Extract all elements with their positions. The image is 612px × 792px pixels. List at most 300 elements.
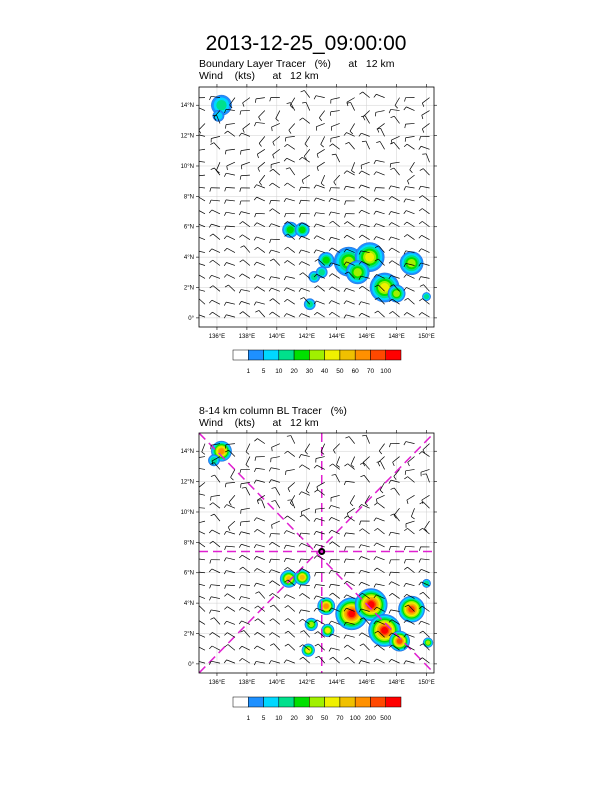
- wind-barb: [395, 98, 400, 109]
- wind-barb: [194, 289, 205, 292]
- wind-barb: [242, 487, 250, 495]
- tracer-contour: [324, 604, 329, 609]
- wind-barb: [329, 312, 340, 317]
- tracer-contour: [287, 226, 294, 233]
- wind-barb: [288, 482, 295, 492]
- wind-barb: [404, 298, 414, 304]
- x-tick-label: 144°E: [328, 334, 345, 340]
- wind-barb: [329, 212, 340, 216]
- wind-barb: [419, 658, 429, 663]
- colorbar-label: 30: [305, 715, 313, 722]
- wind-barb: [194, 314, 205, 317]
- wind-barb: [344, 533, 354, 537]
- x-tick-label: 140°E: [268, 334, 286, 340]
- wind-barb: [404, 107, 415, 111]
- wind-barb: [254, 468, 264, 472]
- wind-barb: [350, 495, 354, 506]
- wind-barb: [302, 175, 310, 184]
- wind-barb: [422, 474, 429, 482]
- wind-barb: [420, 169, 430, 176]
- wind-barb: [316, 123, 324, 130]
- wind-barb: [350, 123, 355, 134]
- wind-barb: [389, 593, 399, 598]
- wind-barb: [284, 260, 294, 265]
- tracer-contour: [393, 290, 400, 297]
- wind-barb: [404, 275, 415, 279]
- wind-barb: [259, 175, 264, 185]
- wind-barb: [194, 274, 205, 278]
- wind-barb: [240, 201, 250, 205]
- wind-barb: [224, 607, 235, 612]
- wind-barb: [299, 262, 310, 266]
- y-tick-label: 0°: [188, 315, 194, 322]
- wind-barb: [315, 644, 325, 650]
- wind-barb: [254, 518, 265, 521]
- wind-barb: [299, 200, 309, 204]
- wind-barb: [285, 213, 295, 217]
- wind-barb: [239, 133, 250, 136]
- wind-barb: [345, 547, 355, 551]
- wind-barb: [239, 646, 250, 650]
- wind-barb: [240, 260, 250, 266]
- wind-barb: [344, 559, 354, 563]
- wind-barb: [209, 224, 220, 227]
- wind-barb: [210, 503, 220, 509]
- wind-barb: [194, 107, 205, 111]
- wind-barb: [199, 123, 205, 133]
- wind-barb: [359, 133, 370, 136]
- wind-barb: [314, 584, 324, 588]
- wind-barb: [404, 199, 415, 203]
- wind-barb: [240, 188, 250, 192]
- wind-barb: [344, 235, 355, 240]
- wind-barb: [254, 122, 264, 126]
- wind-barb: [359, 286, 369, 291]
- wind-barb: [314, 250, 325, 253]
- wind-barb: [271, 162, 280, 168]
- wind-barb: [376, 111, 385, 117]
- wind-barb: [259, 111, 265, 121]
- page-title: 2013-12-25_09:00:00: [205, 32, 407, 55]
- wind-barb: [255, 213, 265, 217]
- wind-barb: [224, 248, 235, 252]
- wind-barb: [196, 521, 205, 527]
- wind-barb: [422, 154, 429, 162]
- wind-barb: [314, 465, 325, 469]
- wind-barb: [359, 529, 369, 534]
- wind-barb: [300, 273, 310, 279]
- wind-barb: [404, 442, 415, 446]
- wind-barb: [329, 248, 340, 253]
- colorbar-swatch: [279, 697, 294, 707]
- wind-barb: [270, 200, 280, 204]
- wind-barb: [374, 584, 385, 588]
- wind-barb: [344, 301, 355, 304]
- wind-barb: [419, 277, 430, 281]
- wind-barb: [258, 162, 265, 171]
- wind-barb: [225, 482, 235, 487]
- wind-barb: [202, 444, 205, 455]
- wind-barb: [420, 631, 430, 637]
- panel1-title-line1: Boundary Layer Tracer (%) at 12 km: [199, 58, 395, 70]
- wind-barb: [269, 570, 280, 573]
- colorbar-swatch: [264, 350, 279, 360]
- wind-barb: [345, 657, 355, 663]
- wind-barb: [284, 198, 295, 201]
- wind-barb: [422, 123, 429, 132]
- wind-barb: [254, 262, 265, 265]
- wind-barb: [255, 457, 265, 461]
- wind-barb: [284, 276, 295, 280]
- wind-barb: [314, 198, 325, 201]
- wind-barb: [210, 200, 220, 204]
- colorbar: [233, 350, 401, 375]
- wind-barb: [361, 116, 369, 124]
- wind-barb: [224, 505, 235, 509]
- wind-barb: [314, 531, 325, 534]
- wind-barb: [194, 595, 205, 598]
- wind-barb: [231, 469, 235, 480]
- wind-barb: [329, 237, 340, 240]
- wind-barb: [285, 644, 295, 650]
- tracer-contour: [353, 268, 361, 276]
- wind-barb: [246, 444, 250, 455]
- wind-barb: [393, 457, 400, 466]
- colorbar-swatch: [279, 350, 294, 360]
- wind-barb: [362, 141, 370, 149]
- panel1-title-line2: Wind (kts) at 12 km: [199, 70, 319, 82]
- wind-barb: [209, 300, 220, 304]
- colorbar-swatch: [248, 350, 263, 360]
- wind-barb: [194, 468, 205, 472]
- wind-barb: [330, 657, 340, 663]
- x-tick-label: 148°E: [388, 680, 405, 686]
- wind-barb: [239, 544, 250, 547]
- wind-barb: [209, 632, 220, 637]
- wind-barb: [300, 657, 310, 663]
- wind-barb: [404, 287, 415, 291]
- wind-barb: [314, 213, 324, 217]
- colorbar-swatch: [325, 697, 340, 707]
- wind-barb: [374, 94, 385, 97]
- y-tick-label: 2°N: [183, 285, 194, 292]
- wind-barb: [240, 521, 250, 526]
- wind-barb: [374, 172, 385, 175]
- wind-barb: [209, 210, 220, 214]
- wind-barb: [211, 136, 220, 142]
- wind-barb: [243, 123, 250, 132]
- wind-barb: [374, 518, 385, 521]
- wind-barb: [239, 212, 250, 215]
- wind-barb: [404, 528, 414, 534]
- wind-barb: [329, 301, 340, 305]
- wind-barb: [255, 592, 264, 599]
- wind-barb: [329, 505, 340, 508]
- wind-barb: [359, 570, 370, 573]
- wind-barb: [224, 531, 235, 534]
- wind-barb: [194, 263, 205, 266]
- wind-barb: [225, 187, 235, 191]
- wind-barb: [389, 311, 399, 317]
- colorbar-label: 20: [290, 368, 298, 375]
- wind-barb: [269, 277, 280, 281]
- wind-barb: [225, 123, 234, 128]
- wind-barb: [285, 606, 295, 612]
- wind-barb: [419, 528, 429, 534]
- wind-barb: [405, 123, 415, 128]
- wind-barb: [270, 619, 280, 625]
- wind-barb: [270, 605, 280, 611]
- wind-barb: [210, 585, 220, 589]
- wind-barb: [347, 102, 355, 110]
- wind-barb: [284, 299, 294, 304]
- wind-barb: [284, 451, 294, 456]
- wind-barb: [421, 469, 430, 476]
- wind-barb: [404, 211, 415, 214]
- wind-barb: [420, 136, 430, 140]
- y-tick-label: 6°N: [183, 224, 194, 231]
- wind-barb: [194, 236, 205, 239]
- wind-barb: [360, 475, 369, 482]
- wind-barb: [404, 560, 414, 564]
- wind-barb: [420, 592, 430, 598]
- colorbar-label: 70: [366, 368, 375, 375]
- wind-barb: [271, 457, 280, 463]
- wind-barb: [321, 136, 325, 147]
- wind-barb: [299, 157, 310, 162]
- wind-barb: [210, 541, 220, 547]
- wind-barb: [420, 502, 430, 508]
- wind-barb: [419, 221, 429, 226]
- wind-barb: [239, 597, 250, 601]
- colorbar-label: 60: [351, 368, 359, 375]
- wind-barb: [374, 543, 385, 547]
- wind-barb: [239, 274, 250, 279]
- wind-barb: [276, 111, 280, 122]
- wind-barb: [195, 161, 205, 165]
- y-tick-label: 6°N: [183, 570, 194, 577]
- wind-barb: [254, 556, 265, 559]
- wind-barb: [389, 532, 400, 536]
- x-tick-label: 144°E: [328, 680, 345, 686]
- wind-barb: [224, 621, 235, 624]
- colorbar-label: 100: [349, 715, 361, 722]
- wind-barb: [359, 545, 370, 548]
- wind-barb: [269, 593, 279, 598]
- wind-barb: [314, 96, 325, 100]
- wind-barb: [374, 528, 384, 534]
- colorbar: [233, 697, 401, 722]
- wind-barb: [405, 136, 414, 141]
- wind-barb: [272, 123, 280, 131]
- wind-barb: [239, 658, 250, 663]
- wind-barb: [194, 583, 205, 586]
- wind-barb: [390, 162, 399, 167]
- wind-barb: [270, 644, 280, 651]
- wind-barb: [345, 142, 354, 149]
- wind-barb: [240, 630, 249, 637]
- wind-barb: [224, 558, 235, 561]
- colorbar-swatch: [294, 697, 309, 707]
- wind-barb: [284, 516, 294, 521]
- wind-barb: [194, 196, 205, 201]
- wind-barb: [359, 660, 370, 663]
- wind-barb: [209, 249, 220, 253]
- wind-barb: [269, 288, 280, 291]
- tracer-contour: [365, 253, 374, 262]
- wind-barb: [300, 515, 310, 521]
- wind-barb: [195, 507, 205, 511]
- wind-barb: [195, 175, 205, 180]
- wind-barb: [211, 514, 220, 521]
- wind-barb: [360, 463, 370, 470]
- wind-barb: [344, 222, 354, 227]
- tracer-contour: [325, 628, 330, 633]
- wind-barb: [374, 211, 385, 214]
- wind-barb: [329, 593, 339, 598]
- wind-barb: [321, 175, 325, 186]
- wind-barb: [254, 583, 265, 586]
- wind-barb: [419, 186, 430, 190]
- wind-barb: [379, 444, 384, 454]
- wind-barb: [404, 187, 415, 191]
- wind-barb: [391, 116, 400, 123]
- wind-barb: [239, 301, 250, 304]
- wind-barb: [224, 173, 235, 177]
- wind-barb: [284, 545, 295, 549]
- x-tick-label: 146°E: [358, 334, 375, 340]
- wind-barb: [419, 209, 429, 214]
- wind-barb: [209, 661, 220, 665]
- wind-barb: [273, 136, 280, 145]
- wind-barb: [254, 661, 265, 665]
- wind-barb: [351, 457, 355, 468]
- wind-barb: [224, 571, 235, 575]
- wind-barb: [254, 197, 265, 201]
- wind-barb: [225, 585, 235, 589]
- wind-barb: [272, 521, 280, 529]
- wind-barb: [407, 495, 415, 504]
- wind-barb: [255, 310, 265, 317]
- y-tick-label: 4°N: [183, 255, 194, 262]
- colorbar-swatch: [309, 697, 324, 707]
- wind-barb: [329, 517, 340, 521]
- wind-barb: [269, 312, 279, 317]
- wind-barb: [209, 610, 220, 614]
- wind-barb: [284, 558, 295, 562]
- wind-barb: [269, 209, 279, 214]
- wind-barb: [344, 186, 355, 190]
- colorbar-label: 20: [290, 715, 298, 722]
- wind-barb: [389, 211, 400, 214]
- wind-barb: [329, 144, 339, 149]
- tracer-contour: [323, 257, 330, 264]
- wind-barb: [374, 659, 385, 663]
- colorbar-swatch: [248, 697, 263, 707]
- wind-barb: [228, 521, 235, 531]
- y-tick-label: 14°N: [180, 103, 194, 110]
- wind-barb: [406, 521, 415, 528]
- wind-barb: [347, 508, 354, 517]
- wind-barb: [299, 250, 310, 253]
- wind-barb: [270, 259, 280, 266]
- wind-barb: [224, 263, 235, 266]
- wind-barb: [194, 210, 205, 214]
- colorbar-label: 1: [246, 715, 251, 722]
- wind-barb: [272, 444, 280, 452]
- wind-barb: [359, 185, 370, 188]
- wind-barb: [196, 149, 205, 154]
- wind-barb: [329, 464, 339, 470]
- wind-barb: [419, 249, 430, 253]
- tracer-contour: [306, 648, 311, 653]
- wind-barb: [407, 175, 414, 184]
- wind-barb: [404, 312, 415, 317]
- wind-barb: [389, 223, 400, 227]
- wind-barb: [404, 583, 415, 586]
- wind-barb: [195, 605, 205, 611]
- wind-barb: [423, 444, 430, 454]
- wind-barb: [299, 187, 309, 191]
- colorbar-swatch: [325, 350, 340, 360]
- wind-barb: [359, 92, 369, 98]
- wind-barb: [329, 570, 340, 573]
- wind-barb: [359, 171, 370, 175]
- wind-barb: [240, 221, 250, 226]
- wind-barb: [344, 288, 355, 291]
- wind-barb: [289, 123, 295, 133]
- wind-barb: [404, 234, 414, 239]
- wind-barb: [209, 312, 220, 317]
- x-tick-label: 140°E: [268, 680, 286, 686]
- colorbar-swatch: [309, 350, 324, 360]
- colorbar-label: 5: [261, 715, 266, 722]
- wind-barb: [405, 469, 414, 474]
- wind-barb: [389, 109, 399, 113]
- y-tick-label: 10°N: [180, 163, 194, 170]
- wind-barb: [359, 302, 370, 305]
- wind-barb: [420, 285, 430, 292]
- wind-barb: [239, 555, 250, 560]
- wind-barb: [315, 286, 325, 292]
- colorbar-swatch: [233, 697, 248, 707]
- wind-barb: [404, 546, 414, 550]
- wind-barb: [240, 567, 250, 573]
- wind-barb: [314, 312, 325, 317]
- wind-barb: [299, 455, 310, 459]
- wind-barb: [419, 312, 430, 317]
- wind-barb: [317, 162, 325, 171]
- wind-barb: [285, 136, 294, 141]
- wind-barb: [332, 474, 340, 482]
- colorbar-label: 500: [380, 715, 392, 722]
- wind-barb: [329, 221, 339, 227]
- wind-barb: [284, 144, 294, 149]
- wind-barb: [344, 645, 354, 650]
- wind-barb: [254, 302, 265, 305]
- wind-barb: [317, 149, 325, 158]
- wind-barb: [374, 557, 385, 560]
- wind-barb: [211, 475, 220, 482]
- wind-barb: [331, 98, 340, 104]
- wind-barb: [269, 250, 280, 253]
- wind-barb: [377, 123, 384, 132]
- wind-barb: [271, 500, 279, 508]
- wind-barb: [254, 247, 264, 252]
- y-tick-label: 4°N: [183, 601, 194, 608]
- wind-barb: [351, 162, 354, 173]
- wind-barb: [389, 443, 399, 447]
